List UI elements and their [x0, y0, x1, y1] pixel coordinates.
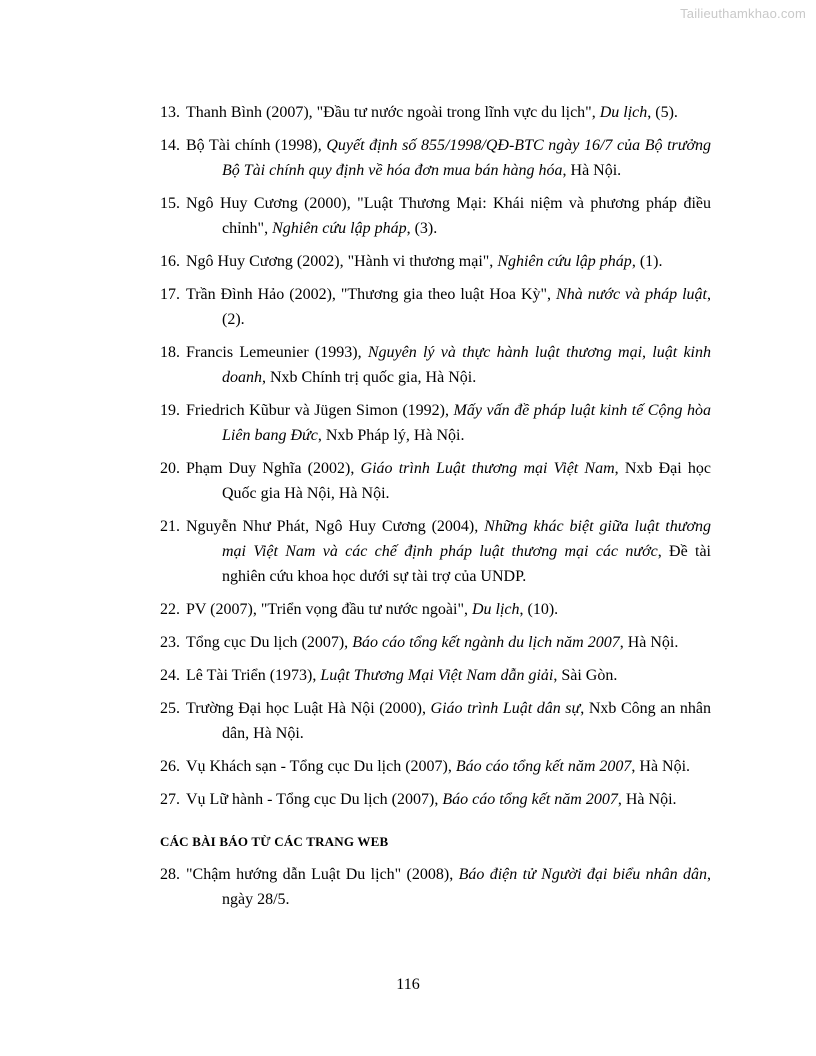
reference-title: Báo điện tử Người đại biểu nhân dân	[458, 866, 707, 883]
reference-number: 17.	[160, 286, 180, 303]
reference-text: Ngô Huy Cương (2002), "Hành vi thương mại",	[186, 253, 498, 270]
reference-title: Báo cáo tổng kết năm 2007	[455, 758, 632, 775]
reference-text-end: , Hà Nội.	[631, 758, 691, 775]
reference-item	[160, 630, 711, 655]
reference-number: 26.	[160, 758, 180, 775]
reference-item	[160, 340, 711, 390]
reference-text-end: , Nxb Chính trị quốc gia, Hà Nội.	[262, 369, 477, 386]
reference-title: Nghiên cứu lập pháp	[272, 220, 407, 237]
reference-item	[160, 100, 711, 125]
reference-title: Luật Thương Mại Việt Nam dẫn giải	[320, 667, 554, 684]
reference-text-end: , (5).	[647, 104, 678, 121]
reference-number: 14.	[160, 137, 180, 154]
reference-text: Phạm Duy Nghĩa (2002),	[186, 460, 361, 477]
reference-item	[160, 191, 711, 241]
reference-list-web	[160, 862, 711, 912]
reference-item	[160, 862, 711, 912]
reference-text: Trường Đại học Luật Hà Nội (2000),	[186, 700, 431, 717]
reference-list-main	[160, 100, 711, 812]
reference-text: "Chậm hướng dẫn Luật Du lịch" (2008),	[186, 866, 459, 883]
reference-text: Francis Lemeunier (1993),	[186, 344, 368, 361]
reference-text-end: , (3).	[406, 220, 438, 237]
reference-title: Mấy vấn đề pháp luật kinh tế Cộng hòa Liên bang Đức	[222, 402, 712, 444]
reference-text-end: , Đề tài nghiên cứu khoa học dưới sự tài trợ của UNDP.	[222, 543, 711, 585]
reference-item	[160, 249, 711, 274]
reference-text: Trần Đình Hảo (2002), "Thương gia theo luật Hoa Kỳ",	[186, 286, 557, 303]
reference-title: Giáo trình Luật thương mại Việt Nam	[360, 460, 615, 477]
reference-title: Những khác biệt giữa luật thương mại Việt Nam và các chế định pháp luật thương mại các nước	[222, 518, 711, 560]
reference-text: Nguyễn Như Phát, Ngô Huy Cương (2004),	[186, 518, 485, 535]
reference-text-end: , (10).	[519, 601, 559, 618]
reference-item	[160, 133, 711, 183]
reference-item	[160, 398, 711, 448]
reference-text-end: , (2).	[222, 286, 712, 328]
page-number: 116	[396, 976, 420, 993]
reference-number: 22.	[160, 601, 180, 618]
reference-number: 27.	[160, 791, 180, 808]
reference-text-end: , Hà Nội.	[617, 791, 677, 808]
reference-title: Báo cáo tổng kết ngành du lịch năm 2007	[352, 634, 620, 651]
reference-text: Ngô Huy Cương (2000), "Luật Thương Mại: Khái niệm và phương pháp điều chỉnh",	[186, 195, 711, 237]
reference-number: 20.	[160, 460, 180, 477]
reference-text-end: , Sài Gòn.	[553, 667, 618, 684]
reference-item	[160, 696, 711, 746]
reference-text: Friedrich Kũbur và Jügen Simon (1992),	[186, 402, 454, 419]
reference-item	[160, 597, 711, 622]
reference-title: Nhà nước và pháp luật	[556, 286, 708, 303]
reference-text: Vụ Khách sạn - Tổng cục Du lịch (2007),	[186, 758, 456, 775]
reference-text: PV (2007), "Triển vọng đầu tư nước ngoài",	[186, 601, 472, 618]
reference-item	[160, 282, 711, 332]
reference-title: Báo cáo tổng kết năm 2007	[442, 791, 618, 808]
reference-text-end: , Hà Nội.	[619, 634, 679, 651]
reference-text-end: , Nxb Đại học Quốc gia Hà Nội, Hà Nội.	[222, 460, 711, 502]
reference-title: Nguyên lý và thực hành luật thương mại, luật kinh doanh	[222, 344, 711, 386]
reference-item	[160, 754, 711, 779]
watermark-text: Tailieuthamkhao.com	[680, 6, 806, 21]
reference-title: Du lịch	[599, 104, 648, 121]
reference-item	[160, 514, 711, 589]
reference-number: 21.	[160, 518, 180, 535]
reference-number: 15.	[160, 195, 180, 212]
reference-item	[160, 663, 711, 688]
reference-list	[160, 100, 711, 920]
reference-item	[160, 787, 711, 812]
reference-number: 19.	[160, 402, 180, 419]
reference-text: Lê Tài Triển (1973),	[186, 667, 321, 684]
reference-text: Tổng cục Du lịch (2007),	[186, 634, 353, 651]
reference-title: Quyết định số 855/1998/QĐ-BTC ngày 16/7 của Bộ trưởng Bộ Tài chính quy định về hóa đơn mua bán hàng hóa	[222, 137, 712, 179]
reference-text: Vụ Lữ hành - Tổng cục Du lịch (2007),	[186, 791, 443, 808]
reference-title: Du lịch	[471, 601, 520, 618]
section-heading-web-articles: CÁC BÀI BÁO TỪ CÁC TRANG WEB	[160, 834, 389, 849]
reference-item	[160, 456, 711, 506]
reference-number: 24.	[160, 667, 180, 684]
reference-number: 18.	[160, 344, 180, 361]
reference-text-end: , (1).	[631, 253, 663, 270]
reference-number: 16.	[160, 253, 180, 270]
reference-text: Bộ Tài chính (1998),	[186, 137, 327, 154]
reference-number: 28.	[160, 866, 180, 883]
reference-number: 13.	[160, 104, 180, 121]
reference-text-end: , Nxb Công an nhân dân, Hà Nội.	[222, 700, 711, 742]
reference-text: Thanh Bình (2007), "Đầu tư nước ngoài trong lĩnh vực du lịch",	[186, 104, 600, 121]
reference-text-end: , Nxb Pháp lý, Hà Nội.	[317, 427, 465, 444]
reference-number: 25.	[160, 700, 180, 717]
reference-text-end: , Hà Nội.	[562, 162, 622, 179]
reference-title: Giáo trình Luật dân sự	[430, 700, 581, 717]
reference-text-end: , ngày 28/5.	[222, 866, 711, 908]
reference-number: 23.	[160, 634, 180, 651]
reference-title: Nghiên cứu lập pháp	[497, 253, 632, 270]
